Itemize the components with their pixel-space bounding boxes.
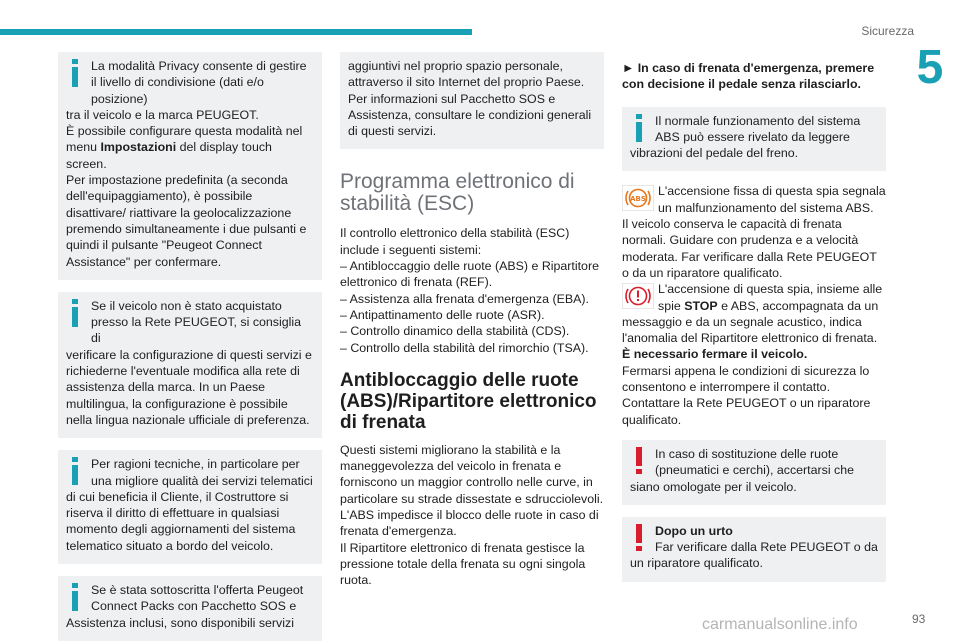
note-text-part: È possibile configurare questa modalità nel menu bbox=[66, 124, 303, 155]
chapter-number: 5 bbox=[916, 41, 944, 94]
esc-body bbox=[340, 225, 604, 355]
abs-paragraph: L'ABS impedisce il blocco delle ruote in caso di frenata d'emergenza. bbox=[340, 508, 599, 539]
heading-abs: Antibloccaggio delle ruote (ABS)/Ripartitore elettronico di frenata bbox=[340, 369, 597, 433]
info-icon bbox=[630, 114, 648, 142]
note-text: tra il veicolo e la marca PEUGEOT. bbox=[66, 107, 259, 122]
heading-esc: Programma elettronico di stabilità (ESC) bbox=[340, 170, 575, 216]
note-lead: Il normale funzionamento del sistema ABS può essere rivelato da leggere bbox=[655, 113, 861, 144]
esc-list-item: – Controllo della stabilità del rimorchio (TSA). bbox=[340, 340, 589, 355]
warning-light-lead bbox=[622, 281, 886, 314]
text-part: e ABS, accompagnata da un bbox=[717, 298, 879, 313]
warning-note-wheels bbox=[622, 440, 886, 505]
abs-warning-light-item bbox=[622, 183, 886, 281]
brake-distribution-warning-item bbox=[622, 281, 886, 428]
warning-light-text: messaggio e da un segnale acustico, indica l'anomalia del Ripartitore elettronico di frenata. bbox=[622, 314, 878, 346]
info-icon bbox=[66, 457, 84, 485]
note-text: Far verificare dalla Rete PEUGEOT o da un riparatore qualificato. bbox=[630, 540, 878, 571]
emergency-text: ► In caso di frenata d'emergenza, premere con decisione il pedale senza rilasciarlo. bbox=[622, 61, 875, 92]
note-lead: Per ragioni tecniche, in particolare per una migliore qualità dei servizi telematici bbox=[91, 457, 313, 488]
info-note-network bbox=[58, 292, 322, 438]
info-note-updates bbox=[58, 450, 322, 564]
page-number: 93 bbox=[912, 612, 926, 626]
note-lead: La modalità Privacy consente di gestire il livello di condivisione (dati e/o posizione) bbox=[91, 59, 307, 106]
warning-light-text: Contattare la Rete PEUGEOT o un riparatore qualificato. bbox=[622, 396, 871, 427]
column-right bbox=[622, 52, 886, 594]
header-accent-bar bbox=[0, 29, 472, 35]
warning-light-lead: L'accensione fissa di questa spia segnala un malfunzionamento del sistema ABS. bbox=[658, 184, 886, 215]
abs-paragraph: Il Ripartitore elettronico di frenata gestisce la pressione totale della frenata su ogni singola ruota. bbox=[340, 540, 586, 588]
esc-list-item: – Antibloccaggio delle ruote (ABS) e Ripartitore elettronico di frenata (REF). bbox=[340, 259, 599, 290]
warning-exclamation-icon bbox=[630, 524, 648, 552]
info-note-abs-vibration bbox=[622, 107, 886, 172]
note-text: siano omologate per il veicolo. bbox=[630, 479, 797, 494]
note-text: vibrazioni del pedale del freno. bbox=[630, 146, 799, 161]
esc-intro: Il controllo elettronico della stabilità (ESC) include i seguenti sistemi: bbox=[340, 226, 570, 257]
watermark: carmanualsonline.info bbox=[702, 616, 858, 633]
note-text: Assistenza inclusi, sono disponibili servizi bbox=[66, 615, 294, 630]
info-icon bbox=[66, 59, 84, 87]
note-text: Per impostazione predefinita (a seconda dell'equipaggiamento), è possibile disattivare/ riattivare la geolocalizzazione premendo simultaneamente i due pulsanti e quindi il pulsante "Peugeot Connect Assistance" per confermare. bbox=[66, 173, 307, 269]
warning-note-after-impact bbox=[622, 517, 886, 582]
section-title: Sicurezza bbox=[861, 24, 914, 38]
note-title: Dopo un urto bbox=[655, 523, 733, 538]
note-text: verificare la configurazione di questi servizi e richiederne l'eventuale modifica alla rete di assistenza della marca. In un Paese multilingua, la configurazione è possibile nella lingua nazionale ufficiale di preferenza. bbox=[66, 347, 312, 427]
abs-icon-label: ABS bbox=[630, 195, 646, 204]
emergency-instruction bbox=[622, 60, 886, 93]
esc-list-item: – Controllo dinamico della stabilità (CDS). bbox=[340, 324, 570, 339]
warning-light-text: Il veicolo conserva le capacità di frenata normali. Guidare con prudenza e a velocità moderata. Far verificare dalla Rete PEUGEOT o da un riparatore qualificato. bbox=[622, 217, 877, 280]
esc-list-item: – Assistenza alla frenata d'emergenza (EBA). bbox=[340, 291, 589, 306]
info-note-continued bbox=[340, 52, 604, 149]
note-lead: In caso di sostituzione delle ruote (pneumatici e cerchi), accertarsi che bbox=[655, 446, 855, 478]
warning-exclamation-icon bbox=[630, 447, 648, 475]
text-part: L'accensione di questa spia, insieme alle spie bbox=[658, 282, 883, 313]
note-text-part: del display touch screen. bbox=[66, 140, 272, 171]
note-text-menu bbox=[66, 123, 314, 172]
warning-light-icon bbox=[622, 283, 654, 309]
info-note-privacy bbox=[58, 52, 322, 280]
info-icon bbox=[66, 583, 84, 611]
info-icon bbox=[66, 299, 84, 327]
info-note-connect-packs bbox=[58, 576, 322, 641]
note-lead: Se è stata sottoscritta l'offerta Peugeot Connect Packs con Pacchetto SOS e bbox=[91, 583, 304, 614]
note-text: di cui beneficia il Cliente, il Costruttore si riserva il diritto di effettuare in qualsiasi momento degli aggiornamenti del sistema telematico situato a bordo del veicolo. bbox=[66, 489, 296, 553]
stop-vehicle-instruction: È necessario fermare il veicolo. bbox=[622, 347, 808, 362]
esc-list-item: – Antipattinamento delle ruote (ASR). bbox=[340, 307, 545, 322]
warning-light-text: Fermarsi appena le condizioni di sicurezza lo consentono e interrompere il contatto. bbox=[622, 363, 870, 395]
note-text: aggiuntivi nel proprio spazio personale, attraverso il sito Internet del proprio Paese. Per informazioni sul Pacchetto SOS e Assistenza, consultare le condizioni generali di questi servizi. bbox=[348, 59, 592, 139]
column-middle bbox=[340, 52, 604, 589]
note-lead: Se il veicolo non è stato acquistato presso la Rete PEUGEOT, si consiglia di bbox=[91, 298, 302, 346]
menu-name-impostazioni: Impostazioni bbox=[100, 140, 177, 155]
abs-warning-light-icon bbox=[622, 185, 654, 211]
stop-label: STOP bbox=[684, 298, 718, 313]
abs-paragraph: Questi sistemi migliorano la stabilità e la maneggevolezza del veicolo in frenata e forniscono un maggior controllo nelle curve, in particolare su strade dissestate e sdrucciolevoli. bbox=[340, 442, 604, 506]
column-left bbox=[58, 52, 322, 641]
abs-body bbox=[340, 442, 604, 589]
